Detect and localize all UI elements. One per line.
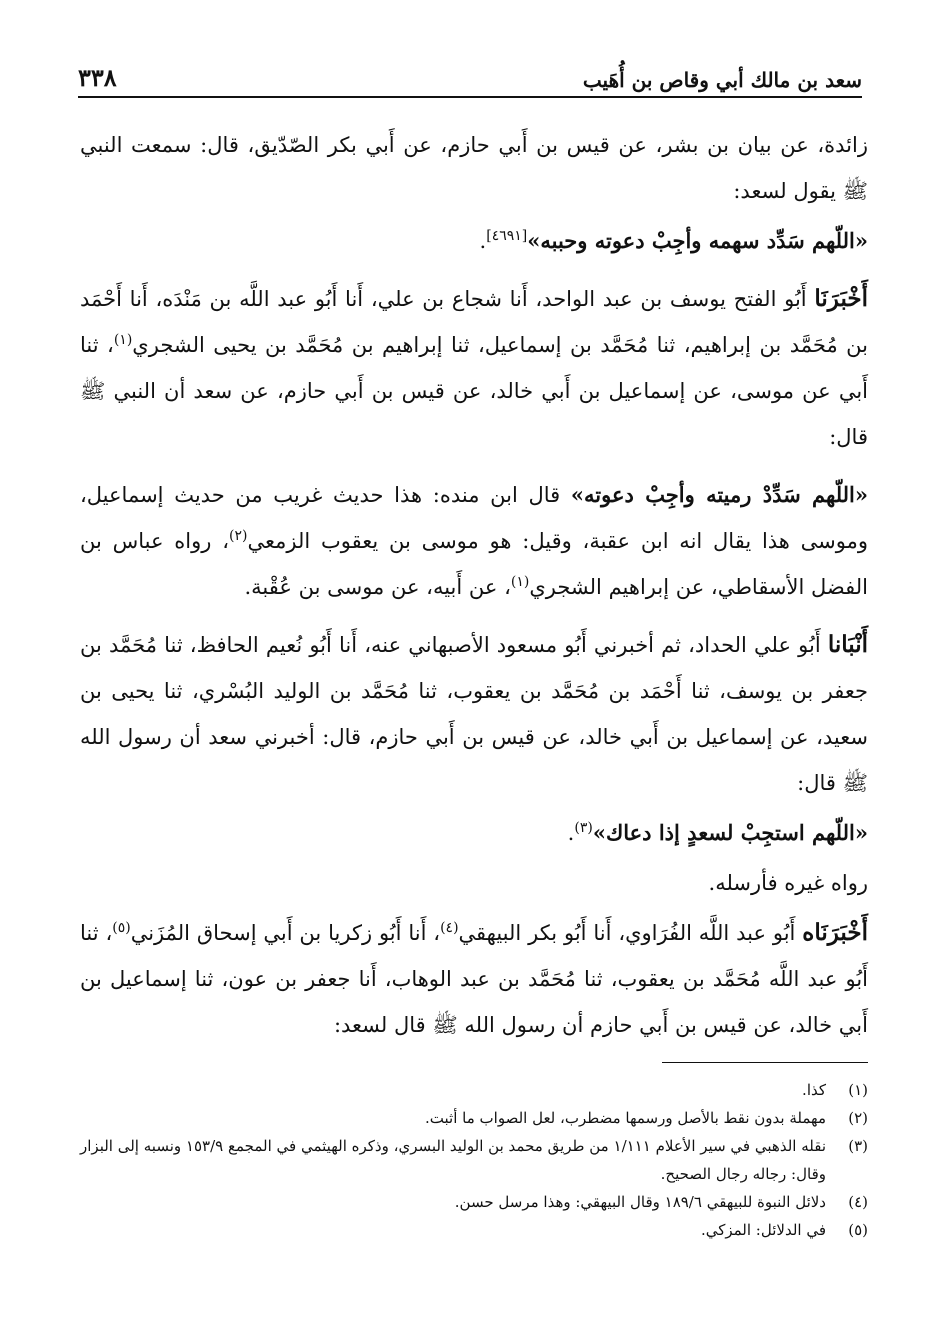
paragraph-8 [80,910,868,1048]
paragraph-text-continued: ، أَنا أَبُو زكريا بن أَبي إسحاق المُزَني [130,921,441,945]
page-number: ٣٣٨ [78,63,117,92]
footnote-text: في الدلائل: المزكي. [700,1221,826,1239]
footnote-number: (٤) [848,1193,868,1211]
footnote-marker: (٤) [440,920,459,936]
transmission-lead-word: أَخْبَرَنَا [814,285,868,312]
footnote-text: دلائل النبوة للبيهقي ١٨٩/٦ وقال البيهقي: وهذا مرسل حسن. [454,1193,826,1211]
hadith-quote: «اللّهم سَدِّدْ رميته وأجِبْ دعوته» [570,482,868,507]
paragraph-text: أَبُو الفتح يوسف بن عبد الواحد، أَنا شجاع بن علي، أَنا أَبُو عبد اللَّه بن مَنْدَه، أَنا أَحْمَد بن مُحَمَّد بن إبراهيم، ثنا مُحَمَّد بن إسماعيل، ثنا إبراهيم بن مُحَمَّد بن يحيى الشجري [80,287,868,357]
hadith-quote: «اللّهم سَدِّد سهمه وأجِبْ دعوته وحببه» [527,228,868,253]
footnote-item [80,1104,868,1132]
paragraph-text: قال ابن منده: هذا حديث غريب من حديث إسماعيل، وموسى هذا يقال انه ابن عقبة، وقيل: هو موسى بن يعقوب الزمعي [80,483,868,553]
transmission-lead-word: أَخْبَرَنَاه [802,919,868,946]
paragraph-text: أَبُو علي الحداد، ثم أخبرني أَبُو مسعود الأصبهاني عنه، أَنا أَبُو نُعيم الحافظ، ثنا مُحَمَّد بن جعفر بن يوسف، ثنا أَحْمَد بن مُحَمَّد بن يعقوب، ثنا مُحَمَّد بن الوليد البُسْري، ثنا يحيى بن سعيد، عن إسماعيل بن أَبي خالد، عن قيس بن أَبي حازم، قال: أخبرني سعد أن رسول الله ﷺ قال: [80,633,868,795]
paragraph-end: . [479,229,487,253]
paragraph-3 [80,276,868,460]
main-text [80,122,868,1060]
hadith-reference-number: [٤٦٩١] [486,228,528,244]
footnote-text: نقله الذهبي في سير الأعلام ١/١١١ من طريق محمد بن الوليد البسري، وذكره الهيثمي في المجمع ١٥٣/٩ ونسبه إلى البزار وقال: رجاله رجال الصحيح. [80,1137,826,1183]
footnote-item [80,1132,868,1188]
paragraph-4 [80,472,868,610]
footnote-number: (٢) [848,1109,868,1127]
paragraph-6 [80,810,868,856]
paragraph-text-continued: ، ثنا أَبُو عبد اللَّه مُحَمَّد بن يعقوب، ثنا مُحَمَّد بن عبد الوهاب، أَنا جعفر بن عون، ثنا إسماعيل بن أَبي خالد، عن قيس بن أَبي حازم أن رسول الله ﷺ قال لسعد: [80,921,868,1037]
paragraph-1 [80,122,868,214]
footnotes [80,1076,868,1244]
footnote-marker: (١) [113,332,133,348]
paragraph-7 [80,860,868,906]
paragraph-text-continued: ، ثنا أَبي عن موسى، عن إسماعيل بن أَبي خالد، عن قيس بن أَبي حازم، عن سعد أن النبي ﷺ قال: [80,333,868,449]
paragraph-text-continued: ، رواه عباس بن الفضل الأسقاطي، عن إبراهيم الشجري [80,529,868,599]
footnote-text: كذا. [802,1081,826,1099]
paragraph-text: رواه غيره فأرسله. [708,871,868,895]
paragraph-5 [80,622,868,806]
footnote-number: (٣) [848,1137,868,1155]
footnote-item [80,1188,868,1216]
footnote-number: (١) [848,1081,868,1099]
hadith-quote: «اللّهم استجِبْ لسعدٍ إذا دعاك» [592,820,868,845]
footnote-marker: (١) [510,574,530,590]
paragraph-text-continued: ، عن أَبيه، عن موسى بن عُقْبة. [244,575,511,599]
paragraph-text: زائدة، عن بيان بن بشر، عن قيس بن أَبي حازم، عن أَبي بكر الصّدّيق، قال: سمعت النبي ﷺ يقول لسعد: [80,133,868,203]
paragraph-2 [80,218,868,264]
footnote-marker: (٥) [112,920,131,936]
footnote-separator [662,1062,868,1063]
footnote-marker: (٢) [229,528,248,544]
paragraph-text: أَبُو عبد اللَّه الفُرَاوي، أَنا أَبُو بكر البيهقي [458,921,796,945]
page-header [78,58,862,98]
footnote-item [80,1076,868,1104]
footnote-text: مهملة بدون نقط بالأصل ورسمها مضطرب، لعل الصواب ما أثبت. [425,1109,826,1127]
running-title: سعد بن مالك أبي وقاص بن أُهَيب [582,68,862,92]
footnote-item [80,1216,868,1244]
paragraph-end: . [567,821,575,845]
footnote-marker: (٣) [574,820,593,836]
footnote-number: (٥) [848,1221,868,1239]
transmission-lead-word: أَنْبَانا [827,631,869,658]
